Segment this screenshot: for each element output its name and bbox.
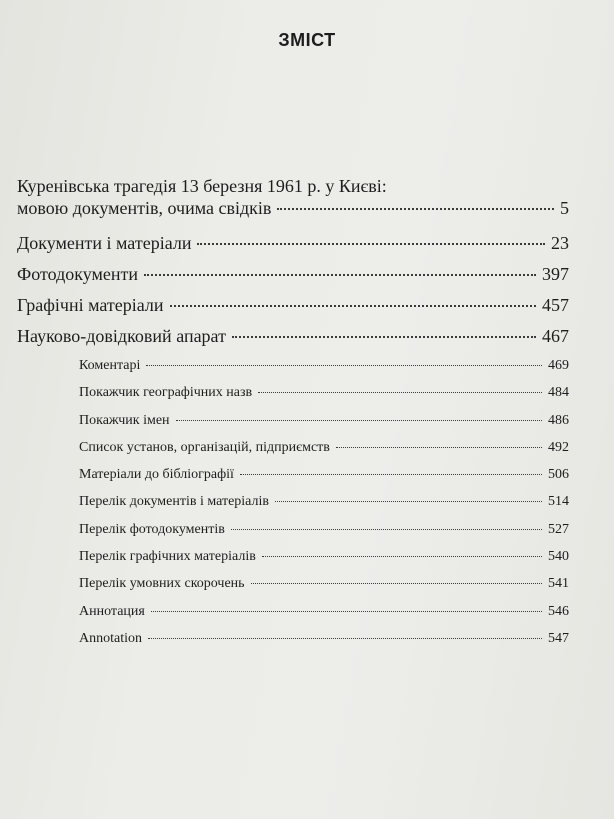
- toc-subentry: [17, 598, 569, 625]
- toc-subentry-label: Annotation: [79, 630, 142, 646]
- toc-entry-page: 467: [542, 326, 569, 346]
- table-of-contents: [17, 175, 569, 652]
- toc-subentry-label: Аннотация: [79, 603, 145, 619]
- toc-entry-page: 5: [560, 198, 569, 218]
- toc-subentry: [17, 516, 569, 543]
- toc-entry-label: Графічні матеріали: [17, 295, 164, 315]
- dot-leader: [258, 392, 542, 393]
- toc-subentry-label: Перелік умовних скорочень: [79, 576, 245, 592]
- dot-leader: [277, 208, 554, 210]
- page-title: ЗМІСТ: [278, 30, 336, 50]
- dot-leader: [231, 529, 542, 530]
- toc-subentry: [17, 352, 569, 379]
- toc-subentry: [17, 543, 569, 570]
- dot-leader: [336, 447, 542, 448]
- toc-entry: [17, 197, 569, 219]
- toc-entry: [17, 228, 569, 259]
- toc-entry-label: мовою документів, очима свідків: [17, 198, 272, 218]
- toc-subentry-page: 469: [548, 358, 569, 373]
- toc-entry: [17, 259, 569, 290]
- toc-subentry: [17, 488, 569, 515]
- dot-leader: [144, 274, 536, 276]
- dot-leader: [146, 365, 542, 366]
- toc-entry: [17, 290, 569, 321]
- toc-subentry: [17, 434, 569, 461]
- toc-subentry-page: 486: [548, 412, 569, 428]
- toc-entry-label: Документи і матеріали: [17, 233, 192, 253]
- dot-leader: [275, 501, 542, 502]
- toc-subentry-label: Коментарі: [79, 358, 141, 373]
- toc-subentry-page: 514: [548, 494, 569, 510]
- dot-leader: [151, 611, 542, 612]
- dot-leader: [251, 583, 542, 584]
- toc-subentry-label: Покажчик географічних назв: [79, 385, 253, 401]
- toc-subentry-page: 541: [548, 576, 569, 592]
- toc-subentry: [17, 461, 569, 488]
- toc-subentry: [17, 379, 569, 406]
- toc-entry-page: 23: [551, 233, 569, 253]
- toc-subentry-page: 506: [548, 467, 569, 483]
- dot-leader: [262, 556, 542, 557]
- toc-subentry-page: 546: [548, 603, 569, 619]
- dot-leader: [170, 305, 536, 307]
- toc-subentry-label: Перелік фотодокументів: [79, 521, 225, 537]
- toc-subentry-page: 492: [548, 439, 569, 455]
- toc-entry-title-line1: Куренівська трагедія 13 березня 1961 р. у Києві:: [17, 176, 387, 196]
- dot-leader: [176, 420, 542, 421]
- toc-entry-label: Науково-довідковий апарат: [17, 326, 226, 346]
- dot-leader: [197, 243, 545, 245]
- toc-subentry-label: Список установ, організацій, підприємств: [79, 439, 330, 455]
- toc-subentry-page: 540: [548, 549, 569, 565]
- toc-entry-page: 457: [542, 295, 569, 315]
- toc-subentry: [17, 570, 569, 597]
- dot-leader: [232, 336, 536, 338]
- toc-subentry-page: 547: [548, 630, 569, 646]
- toc-subentry-label: Перелік документів і матеріалів: [79, 494, 269, 510]
- dot-leader: [240, 474, 542, 475]
- toc-subentry: [17, 625, 569, 652]
- toc-entry-label: Фотодокументи: [17, 264, 139, 284]
- toc-subentry-label: Матеріали до бібліографії: [79, 467, 234, 483]
- toc-entry-page: 397: [542, 264, 569, 284]
- toc-subentry-label: Покажчик імен: [79, 412, 170, 428]
- toc-subentry-page: 484: [548, 385, 569, 401]
- toc-subentry-label: Перелік графічних матеріалів: [79, 549, 256, 565]
- toc-subentry-page: 527: [548, 521, 569, 537]
- toc-subentry: [17, 407, 569, 434]
- toc-entry: [17, 321, 569, 352]
- dot-leader: [148, 638, 542, 639]
